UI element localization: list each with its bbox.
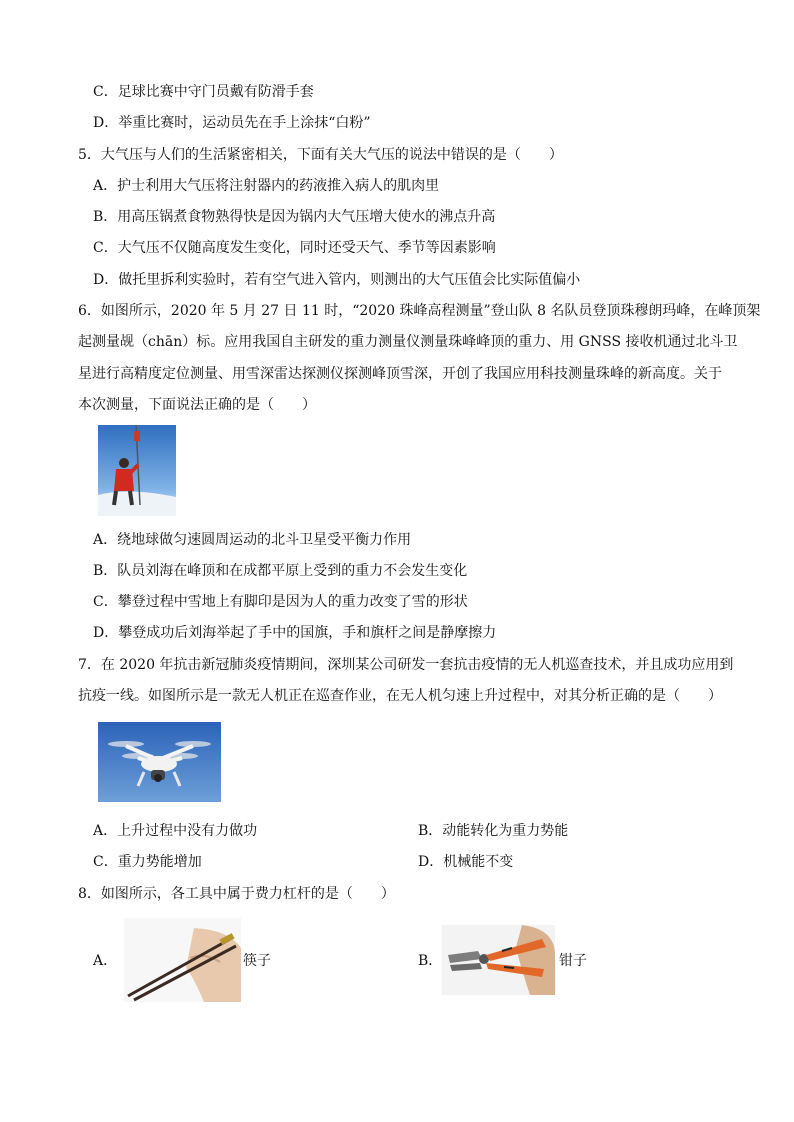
q7-option-c: C．重力势能增加: [93, 854, 202, 870]
pliers-photo: [442, 925, 555, 995]
q5-option-c: C．大气压不仅随高度发生变化，同时还受天气、季节等因素影响: [93, 240, 496, 256]
q6-stem-line1: 6．如图所示，2020 年 5 月 27 日 11 时，“2020 珠峰高程测量”登山队 8 名队员登顶珠穆朗玛峰，在峰顶架: [78, 303, 761, 319]
q5-option-b: B．用高压锅煮食物熟得快是因为锅内大气压增大使水的沸点升高: [93, 209, 496, 225]
q6-option-d: D．攀登成功后刘海举起了手中的国旗，手和旗杆之间是静摩擦力: [93, 625, 497, 641]
q7-option-b: B．动能转化为重力势能: [418, 823, 569, 839]
q7-option-d: D．机械能不变: [418, 854, 514, 870]
q6-option-a: A．绕地球做匀速圆周运动的北斗卫星受平衡力作用: [93, 532, 412, 548]
q6-stem-line3: 星进行高精度定位测量、用雪深雷达探测仪探测峰顶雪深，开创了我国应用科技测量珠峰的新高度。关于: [78, 366, 722, 382]
q4-option-d: D．举重比赛时，运动员先在手上涂抹“白粉”: [93, 115, 371, 131]
q5-stem: 5．大气压与人们的生活紧密相关，下面有关大气压的说法中错误的是（ ）: [78, 147, 563, 163]
q6-option-c: C．攀登过程中雪地上有脚印是因为人的重力改变了雪的形状: [93, 594, 468, 610]
chopsticks-photo: [124, 918, 241, 1002]
q8-option-b-name: 钳子: [559, 953, 587, 969]
q8-option-a-letter: A．: [93, 953, 118, 969]
q5-option-d: D．做托里拆利实验时，若有空气进入管内，则测出的大气压值会比实际值偏小: [93, 272, 581, 288]
q7-stem-line1: 7．在 2020 年抗击新冠肺炎疫情期间，深圳某公司研发一套抗击疫情的无人机巡查技术，并且成功应用到: [78, 657, 734, 673]
q8-option-a-name: 筷子: [243, 953, 271, 969]
q7-stem-line2: 抗疫一线。如图所示是一款无人机正在巡查作业，在无人机匀速上升过程中，对其分析正确的是（ ）: [78, 688, 722, 704]
q5-option-a: A．护士利用大气压将注射器内的药液推入病人的肌肉里: [93, 178, 440, 194]
q6-stem-line2: 起测量觇（chān）标。应用我国自主研发的重力测量仪测量珠峰峰顶的重力、用 GNSS 接收机通过北斗卫: [78, 334, 738, 350]
q6-stem-line4: 本次测量，下面说法正确的是（ ）: [78, 397, 316, 413]
q6-option-b: B．队员刘海在峰顶和在成都平原上受到的重力不会发生变化: [93, 563, 468, 579]
q8-option-b-letter: B．: [418, 953, 443, 969]
drone-photo: [98, 722, 221, 802]
summit-climber-photo: [98, 425, 176, 516]
q7-option-a: A．上升过程中没有力做功: [93, 823, 258, 839]
q4-option-c: C．足球比赛中守门员戴有防滑手套: [93, 84, 314, 100]
q8-stem: 8．如图所示，各工具中属于费力杠杆的是（ ）: [78, 886, 395, 902]
